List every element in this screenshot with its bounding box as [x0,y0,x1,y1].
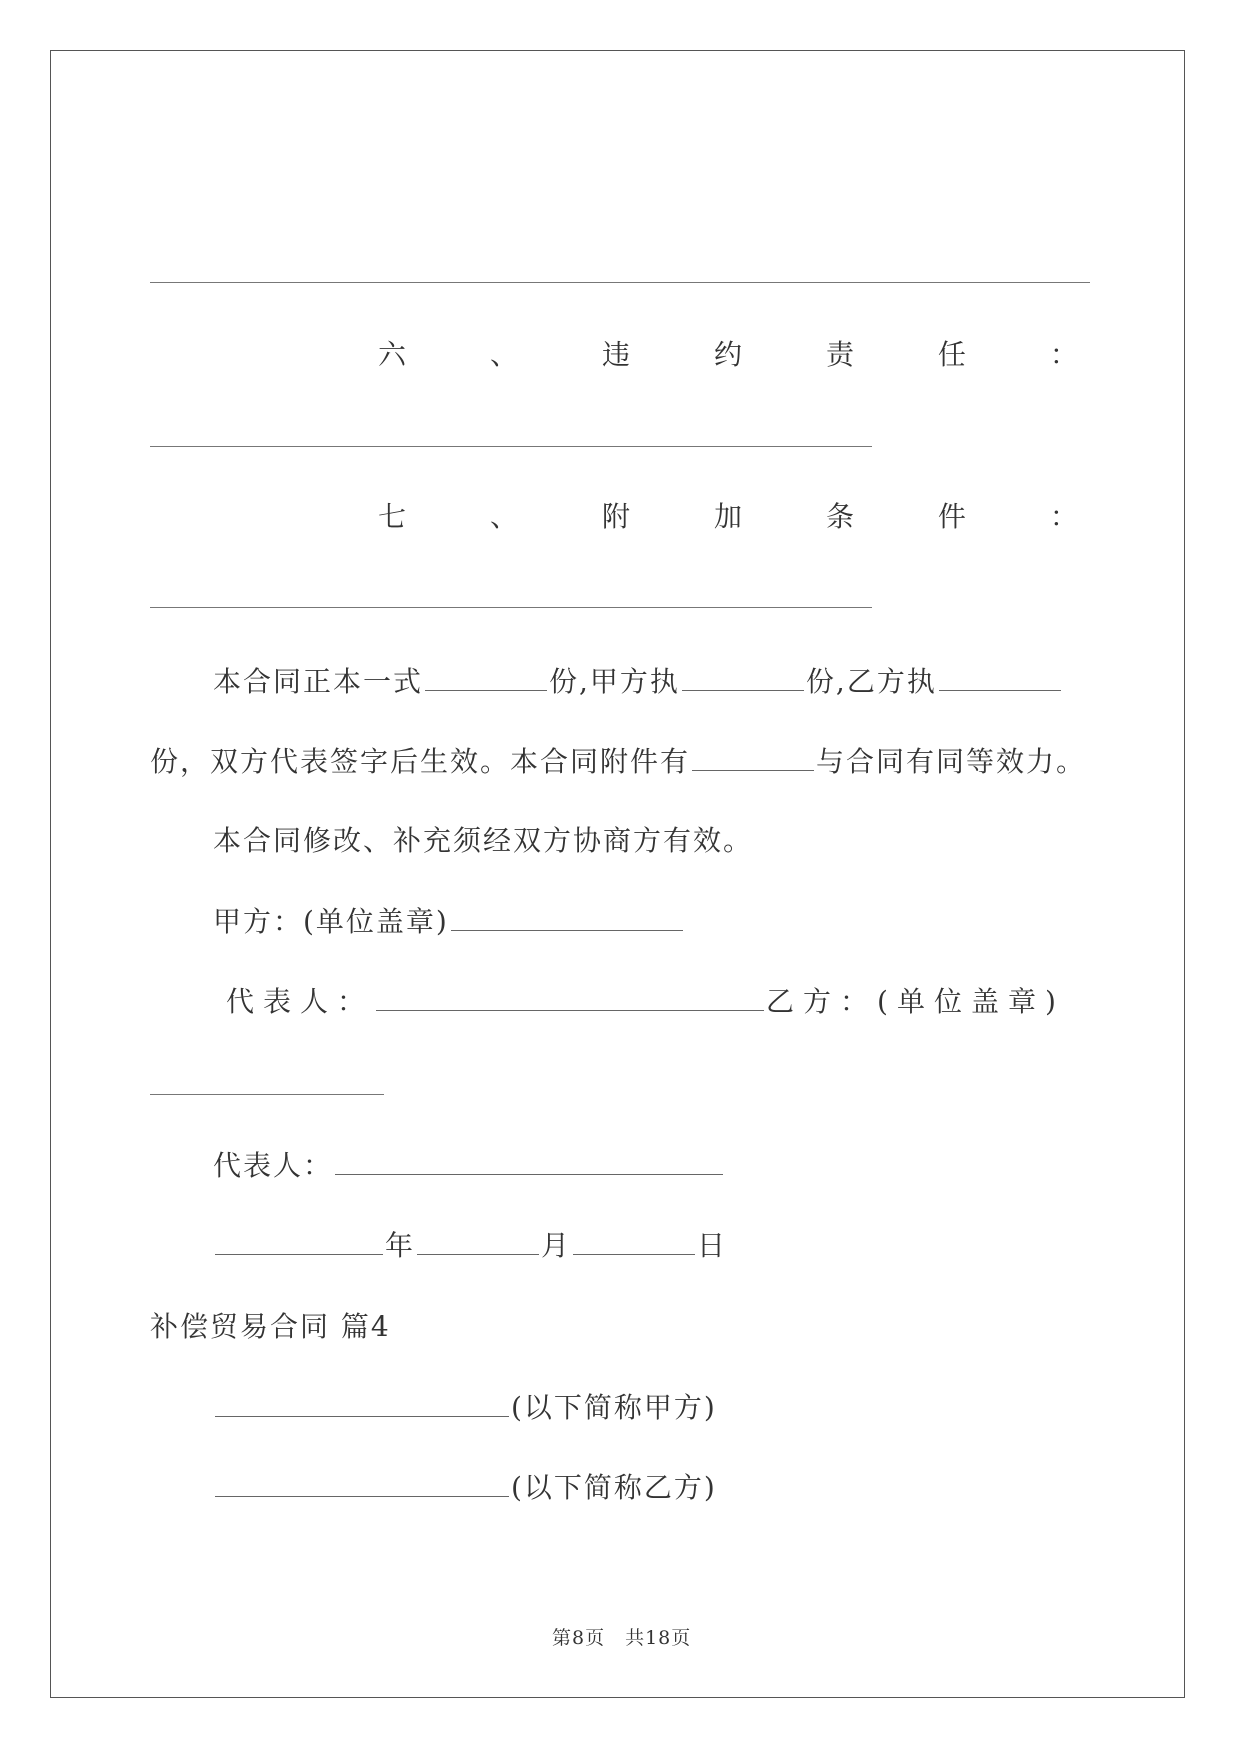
copies-paragraph-line2 [150,744,1086,779]
heading-char: 七 [378,500,407,533]
month-label: 月 [541,1229,572,1262]
party-a-copies-text: 份,甲方执 [549,665,680,698]
copies-text: 本合同正本一式 [213,665,424,698]
blank-field [215,1390,509,1417]
equal-effect-text: 与合同有同等效力。 [816,745,1087,778]
party-b-abbrev: (以下简称乙方) [511,1471,717,1504]
heading-char: 六 [378,338,407,371]
blank-field [692,744,814,771]
heading-char: 违 [601,338,630,371]
effect-text: 份，双方代表签字后生效。本合同附件有 [150,745,691,778]
party-b-abbrev-line [213,1470,717,1505]
party-a-abbrev-line [213,1390,717,1425]
heading-char: 、 [489,500,518,533]
copies-paragraph-line1 [213,664,1063,699]
blank-field [425,664,547,691]
amendment-paragraph: 本合同修改、补充须经双方协商方有效。 [213,824,754,857]
heading-char: 任 [937,338,966,371]
heading-char: 条 [825,500,854,533]
contract-heading: 补偿贸易合同 篇4 [150,1310,391,1343]
representative-label: 代表人： [226,985,375,1018]
year-blank [215,1228,383,1255]
party-a-label: 甲方：(单位盖章) [213,905,449,938]
blank-field [215,1470,509,1497]
page-footer: 第8页 共18页 [552,1627,692,1649]
heading-char: 件 [937,500,966,533]
section-six-heading [378,338,1078,372]
party-b-label: 乙方：(单位盖章) [766,985,1065,1018]
blank-field [335,1148,723,1175]
party-a-line [213,904,685,939]
blank-field [451,904,683,931]
section-seven-heading [378,500,1078,534]
page-border [50,50,1185,1698]
year-label: 年 [385,1229,416,1262]
rep-party-b-line [226,984,1065,1019]
representative-label: 代表人： [213,1149,334,1182]
heading-char: 约 [713,338,742,371]
heading-char: 加 [713,500,742,533]
month-blank [417,1228,539,1255]
blank-line [150,607,872,608]
representative-line [213,1148,725,1183]
blank-field [376,984,764,1011]
day-label: 日 [697,1229,728,1262]
heading-char: ： [1049,500,1078,533]
blank-line [150,282,1090,283]
party-b-copies-text: 份,乙方执 [805,665,937,698]
heading-char: 责 [825,338,854,371]
blank-line [150,446,872,447]
date-line [213,1228,727,1263]
heading-char: 附 [601,500,630,533]
blank-field [939,664,1061,691]
heading-char: 、 [489,338,518,371]
party-a-abbrev: (以下简称甲方) [511,1391,717,1424]
heading-char: ： [1049,338,1078,371]
day-blank [573,1228,695,1255]
blank-line [150,1094,384,1095]
blank-field [682,664,804,691]
